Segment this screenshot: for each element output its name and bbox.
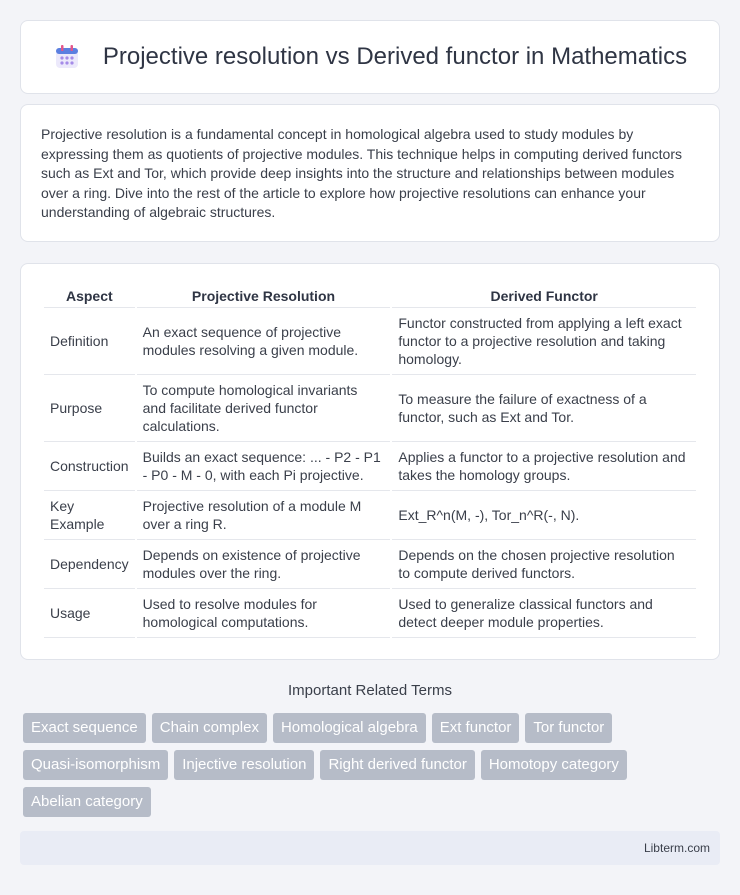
- projective-cell: Depends on existence of projective modules over the ring.: [137, 540, 391, 589]
- projective-cell: Used to resolve modules for homological computations.: [137, 589, 391, 638]
- aspect-cell: Purpose: [44, 375, 135, 442]
- related-terms-title: Important Related Terms: [288, 682, 452, 699]
- tag-ext-functor[interactable]: Ext functor: [432, 713, 520, 743]
- derived-cell: Functor constructed from applying a left exact functor to a projective resolution and taking homology.: [392, 308, 696, 375]
- projective-cell: An exact sequence of projective modules resolving a given module.: [137, 308, 391, 375]
- aspect-cell: Construction: [44, 442, 135, 491]
- table-row: [44, 540, 696, 589]
- derived-cell: Ext_R^n(M, -), Tor_n^R(-, N).: [392, 491, 696, 540]
- header-projective-resolution: Projective Resolution: [137, 284, 391, 308]
- intro-card: [20, 104, 720, 242]
- table-row: [44, 442, 696, 491]
- derived-cell: Applies a functor to a projective resolution and takes the homology groups.: [392, 442, 696, 491]
- tag-homotopy-category[interactable]: Homotopy category: [481, 750, 627, 780]
- header-derived-functor: Derived Functor: [392, 284, 696, 308]
- calendar-icon: [53, 43, 81, 71]
- related-terms-list: [23, 713, 720, 817]
- derived-cell: Used to generalize classical functors and detect deeper module properties.: [392, 589, 696, 638]
- projective-cell: Projective resolution of a module M over a ring R.: [137, 491, 391, 540]
- table-row: [44, 375, 696, 442]
- derived-cell: Depends on the chosen projective resolution to compute derived functors.: [392, 540, 696, 589]
- aspect-cell: Dependency: [44, 540, 135, 589]
- footer: [20, 831, 720, 865]
- projective-cell: To compute homological invariants and facilitate derived functor calculations.: [137, 375, 391, 442]
- derived-cell: To measure the failure of exactness of a functor, such as Ext and Tor.: [392, 375, 696, 442]
- comparison-table-card: [20, 263, 720, 660]
- tag-chain-complex[interactable]: Chain complex: [152, 713, 267, 743]
- tag-exact-sequence[interactable]: Exact sequence: [23, 713, 146, 743]
- comparison-table: [42, 284, 698, 638]
- header-card: [20, 20, 720, 94]
- table-row: [44, 589, 696, 638]
- intro-paragraph: Projective resolution is a fundamental concept in homological algebra used to study modules by expressing them as quotients of projective modules. This technique helps in computing derived functors such as Ext and Tor, which provide deep insights into the structure and relationships between modules over a ring. Dive into the rest of the article to explore how projective resolutions can enhance your understanding of algebraic structures.: [41, 126, 682, 220]
- tag-homological-algebra[interactable]: Homological algebra: [273, 713, 426, 743]
- aspect-cell: Usage: [44, 589, 135, 638]
- projective-cell: Builds an exact sequence: ... - P2 - P1 - P0 - M - 0, with each Pi projective.: [137, 442, 391, 491]
- table-header-row: [44, 284, 696, 308]
- tag-quasi-isomorphism[interactable]: Quasi-isomorphism: [23, 750, 168, 780]
- page-title: Projective resolution vs Derived functor in Mathematics: [102, 43, 688, 70]
- table-row: [44, 308, 696, 375]
- header-aspect: Aspect: [44, 284, 135, 308]
- tag-tor-functor[interactable]: Tor functor: [525, 713, 612, 743]
- tag-right-derived-functor[interactable]: Right derived functor: [320, 750, 474, 780]
- table-row: [44, 491, 696, 540]
- aspect-cell: Key Example: [44, 491, 135, 540]
- tag-abelian-category[interactable]: Abelian category: [23, 787, 151, 817]
- footer-site-link[interactable]: Libterm.com: [643, 841, 710, 855]
- aspect-cell: Definition: [44, 308, 135, 375]
- tag-injective-resolution[interactable]: Injective resolution: [174, 750, 314, 780]
